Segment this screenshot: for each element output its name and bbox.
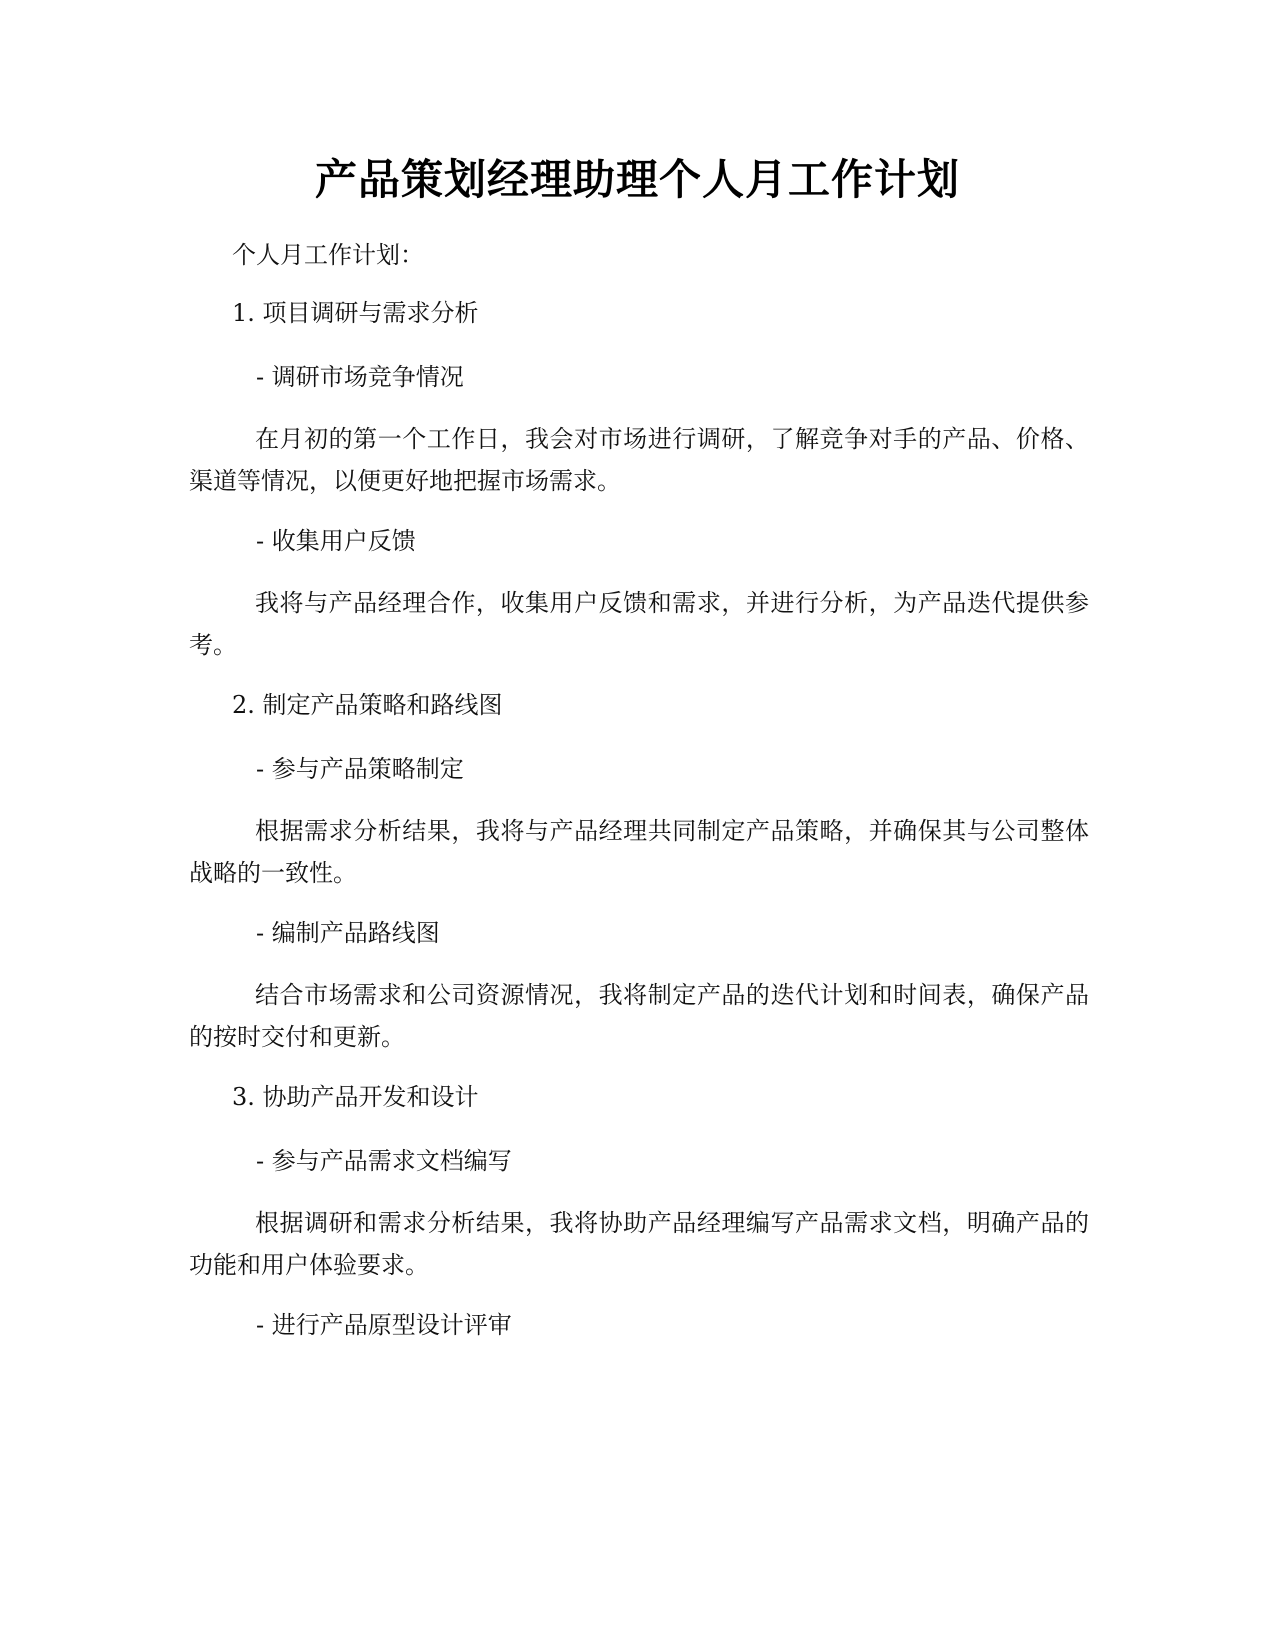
- paragraph-1-2: 我将与产品经理合作，收集用户反馈和需求，并进行分析，为产品迭代提供参考。: [189, 589, 1089, 659]
- section-heading-3: 3. 协助产品开发和设计: [232, 1083, 479, 1111]
- paragraph-2-1: 根据需求分析结果，我将与产品经理共同制定产品策略，并确保其与公司整体战略的一致性。: [189, 817, 1089, 887]
- paragraph-3-1: 根据调研和需求分析结果，我将协助产品经理编写产品需求文档，明确产品的功能和用户体验要求。: [189, 1209, 1089, 1279]
- intro-line: 个人月工作计划：: [232, 241, 424, 269]
- subheading-3-1: - 参与产品需求文档编写: [256, 1147, 512, 1175]
- document-title: 产品策划经理助理个人月工作计划: [314, 155, 960, 204]
- subheading-2-1: - 参与产品策略制定: [256, 755, 464, 783]
- paragraph-2-2: 结合市场需求和公司资源情况，我将制定产品的迭代计划和时间表，确保产品的按时交付和更新。: [189, 981, 1089, 1051]
- section-heading-1: 1. 项目调研与需求分析: [232, 299, 479, 327]
- subheading-2-2: - 编制产品路线图: [256, 919, 440, 947]
- paragraph-1-1: 在月初的第一个工作日，我会对市场进行调研，了解竞争对手的产品、价格、渠道等情况，以便更好地把握市场需求。: [189, 425, 1089, 495]
- subheading-3-2: - 进行产品原型设计评审: [256, 1311, 512, 1339]
- subheading-1-1: - 调研市场竞争情况: [256, 363, 464, 391]
- section-heading-2: 2. 制定产品策略和路线图: [232, 691, 503, 719]
- subheading-1-2: - 收集用户反馈: [256, 527, 416, 555]
